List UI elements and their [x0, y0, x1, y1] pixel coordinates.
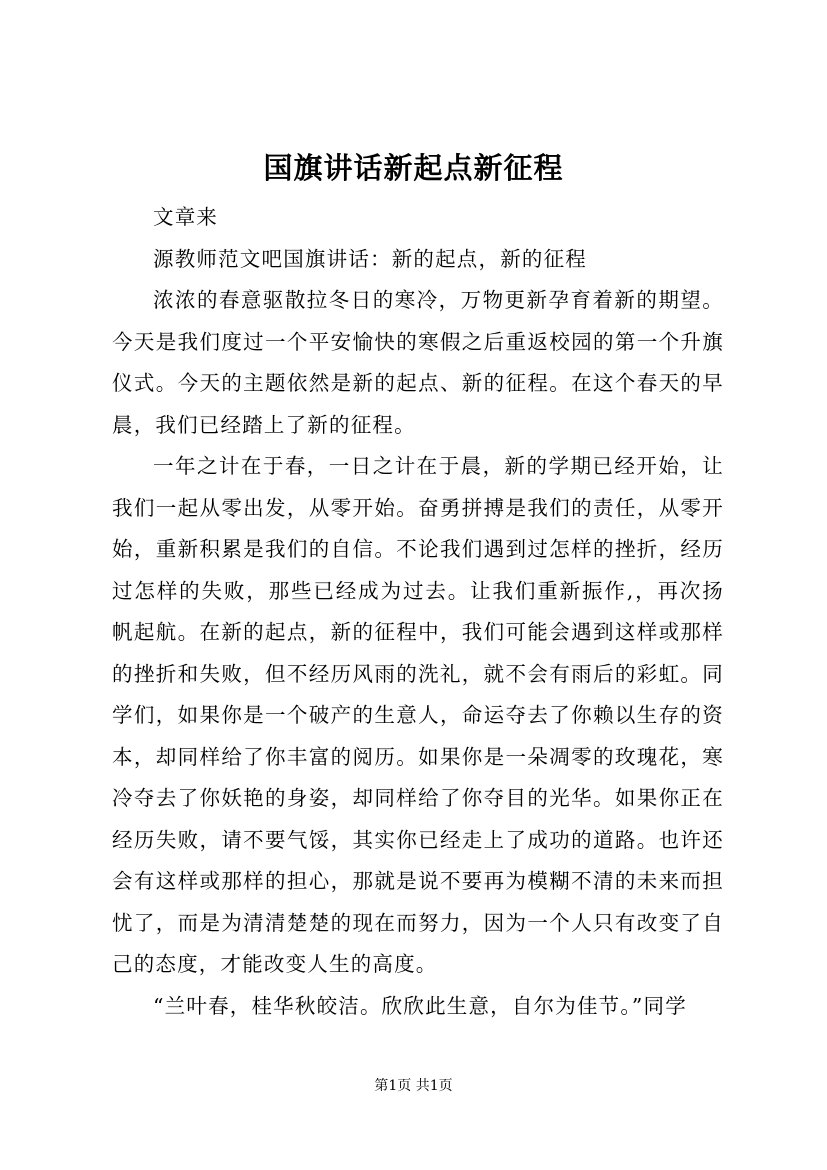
- paragraph: 文章来: [153, 205, 219, 229]
- document-title: 国旗讲话新起点新征程: [263, 151, 564, 185]
- paragraph: “兰叶春，桂华秋皎洁。欣欣此生意，自尔为佳节。”同学: [153, 993, 687, 1018]
- paragraph: 一年之计在于春，一日之计在于晨，新的学期已经开始，让我们一起从零出发，从零开始。奋勇拼搏是我们的责任，从零开始，重新积累是我们的自信。不论我们遇到过怎样的挫折，经历过怎样的失败，那些已经成为过去。让我们重新振作,，再次扬帆起航。在新的起点，新的征程中，我们可能会遇到这样或那样的挫折和失败，但不经历风雨的洗礼，就不会有雨后的彩虹。同学们，如果你是一个破产的生意人，命运夺去了你赖以生存的资本，却同样给了你丰富的阅历。如果你是一朵凋零的玫瑰花，寒冷夺去了你妖艳的身姿，却同样给了你夺目的光华。如果你正在经历失败，请不要气馁，其实你已经走上了成功的道路。也许还会有这样或那样的担心，那就是说不要再为模糊不清的未来而担忧了，而是为清清楚楚的现在而努力，因为一个人只有改变了自己的态度，才能改变人生的高度。: [112, 454, 724, 976]
- paragraph: 源教师范文吧国旗讲话：新的起点，新的征程: [153, 246, 587, 271]
- page-footer: 第1页 共1页: [374, 1078, 453, 1094]
- paragraph: 浓浓的春意驱散拉冬日的寒冷，万物更新孕育着新的期望。今天是我们度过一个平安愉快的寒假之后重返校园的第一个升旗仪式。今天的主题依然是新的起点、新的征程。在这个春天的早晨，我们已经踏上了新的征程。: [112, 288, 724, 437]
- document-body: [112, 197, 724, 1027]
